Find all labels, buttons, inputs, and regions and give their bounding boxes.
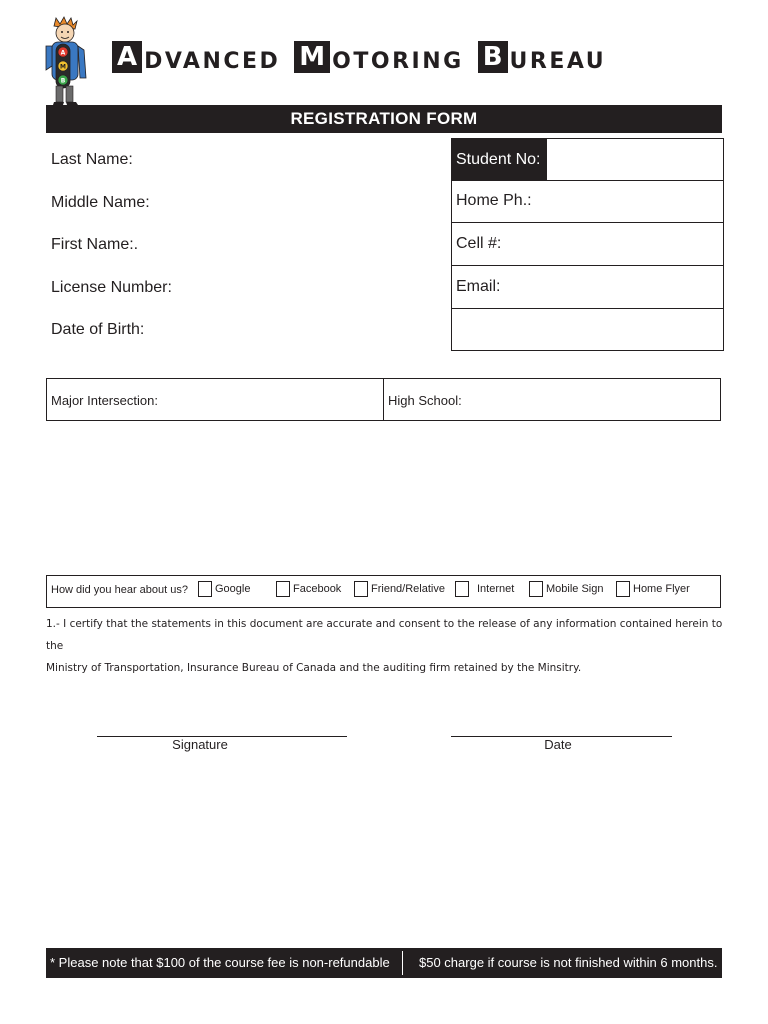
brand-word-rest: OTORING — [332, 49, 464, 74]
certification-statement — [46, 613, 726, 679]
option-home-flyer[interactable] — [616, 581, 690, 597]
referral-question: How did you hear about us? — [51, 584, 188, 596]
date-label: Date — [544, 737, 572, 752]
option-label: Internet — [477, 583, 515, 595]
brand-word — [112, 41, 280, 73]
major-intersection-label: Major Intersection: — [51, 393, 158, 408]
option-internet[interactable] — [455, 581, 514, 597]
home-phone-label: Home Ph.: — [456, 192, 532, 209]
email-label: Email: — [456, 278, 501, 295]
form-title: REGISTRATION FORM — [46, 105, 722, 133]
option-label: Mobile Sign — [546, 583, 604, 595]
student-no-label: Student No: — [452, 139, 546, 181]
last-name-field[interactable]: Last Name: — [51, 151, 133, 168]
major-intersection-field[interactable] — [47, 379, 384, 420]
checkbox[interactable] — [276, 581, 290, 597]
location-row — [46, 378, 721, 421]
certification-line: Ministry of Transportation, Insurance Bureau of Canada and the auditing firm retained by the Minsitry. — [46, 662, 582, 674]
brand-word — [478, 41, 606, 73]
option-label: Friend/Relative — [371, 583, 445, 595]
svg-text:A: A — [60, 49, 66, 57]
option-mobile-sign[interactable] — [529, 581, 603, 597]
checkbox[interactable] — [198, 581, 212, 597]
email-field[interactable] — [452, 267, 723, 309]
option-facebook[interactable] — [276, 581, 341, 597]
student-no-field[interactable] — [546, 139, 723, 181]
referral-section — [46, 575, 721, 608]
brand-name — [112, 40, 722, 74]
checkbox[interactable] — [616, 581, 630, 597]
option-label: Home Flyer — [633, 583, 690, 595]
student-no-row — [452, 139, 723, 181]
brand-word-rest: UREAU — [509, 49, 607, 74]
middle-name-field[interactable]: Middle Name: — [51, 194, 150, 211]
completion-notice: $50 charge if course is not finished within 6 months. — [419, 955, 718, 970]
email-continued-field[interactable] — [452, 309, 723, 351]
signature-label: Signature — [172, 737, 228, 752]
checkbox[interactable] — [455, 581, 469, 597]
home-phone-field[interactable] — [452, 181, 723, 223]
refund-notice: * Please note that $100 of the course fee is non-refundable — [50, 955, 390, 970]
brand-word — [294, 41, 463, 73]
high-school-field[interactable] — [384, 379, 720, 420]
cell-field[interactable] — [452, 224, 723, 266]
brand-initial: A — [112, 41, 142, 73]
checkbox[interactable] — [529, 581, 543, 597]
svg-text:B: B — [60, 77, 66, 85]
date-of-birth-field[interactable]: Date of Birth: — [51, 321, 145, 338]
checkbox[interactable] — [354, 581, 368, 597]
brand-initial: M — [294, 41, 330, 73]
contact-table — [451, 138, 724, 351]
option-label: Google — [215, 583, 251, 595]
high-school-label: High School: — [388, 393, 462, 408]
option-label: Facebook — [293, 583, 342, 595]
svg-text:M: M — [60, 63, 66, 71]
first-name-field[interactable]: First Name:. — [51, 236, 139, 253]
option-friend-relative[interactable] — [354, 581, 445, 597]
mascot-logo-icon — [40, 16, 92, 112]
license-number-field[interactable]: License Number: — [51, 279, 172, 296]
footer-notice — [46, 948, 722, 978]
certification-line: 1.- I certify that the statements in this document are accurate and consent to the release of any information contained herein to the — [46, 618, 723, 652]
option-google[interactable] — [198, 581, 250, 597]
brand-initial: B — [478, 41, 508, 73]
brand-word-rest: DVANCED — [144, 49, 281, 74]
footer-divider — [402, 951, 403, 975]
cell-label: Cell #: — [456, 235, 502, 252]
